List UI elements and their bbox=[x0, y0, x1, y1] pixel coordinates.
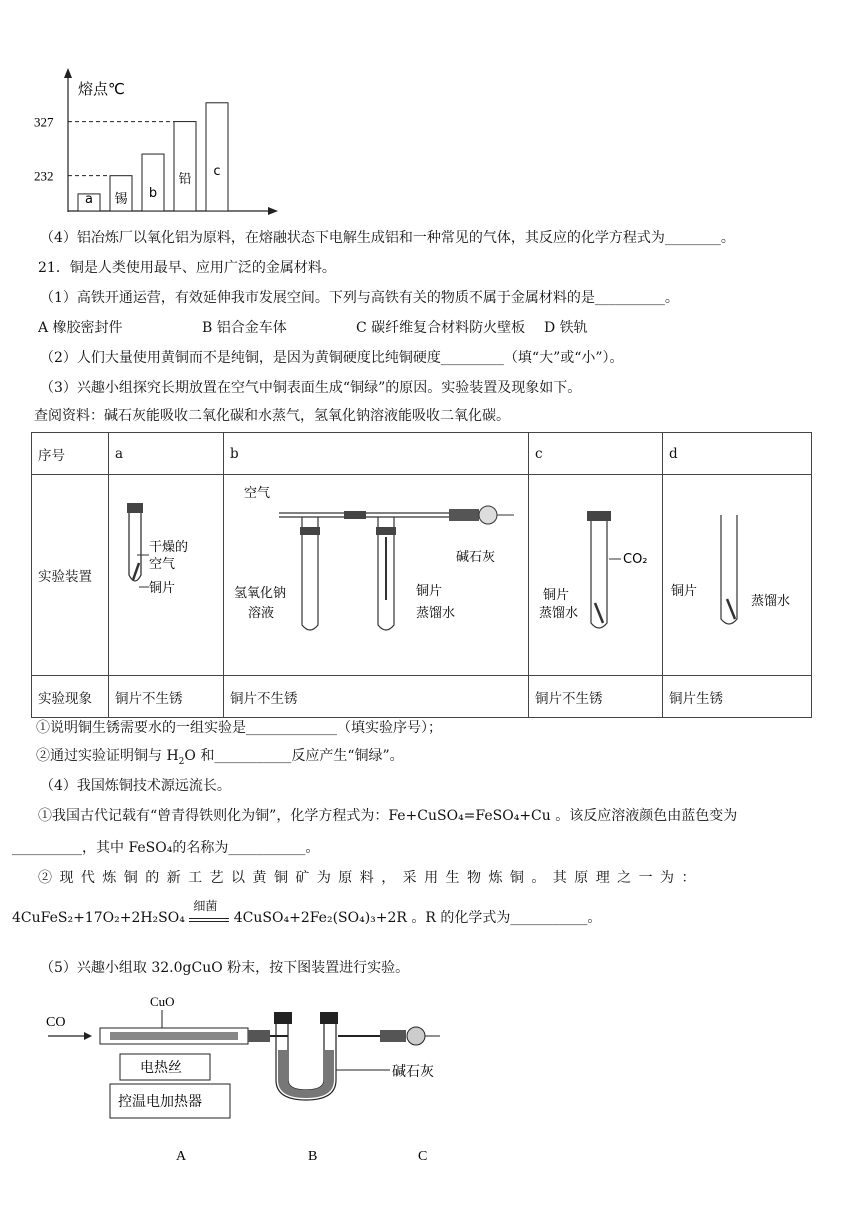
apparatus-a-cell bbox=[109, 475, 224, 676]
row-label: 实验装置 bbox=[32, 475, 109, 676]
apparatus-b-label: 氢氧化钠 bbox=[234, 586, 287, 601]
table-header: d bbox=[663, 433, 812, 475]
apparatus-d bbox=[663, 475, 811, 675]
apparatus-c-label: 蒸馏水 bbox=[539, 606, 579, 621]
option-d: D 铁轨 bbox=[544, 320, 588, 336]
table-header-row bbox=[32, 433, 812, 475]
apparatus-a-label: 干燥的 bbox=[149, 540, 189, 555]
apparatus-row bbox=[32, 475, 812, 676]
p2-text: （2）人们大量使用黄铜而不是纯铜，是因为黄铜硬度比纯铜硬度_________（填“大”或“小”）。 bbox=[40, 350, 624, 366]
apparatus-d-cell bbox=[663, 475, 812, 676]
c2-text: ②通过实验证明铜与 $H_2O$ 和___________反应产生“铜绿”。 bbox=[36, 748, 404, 767]
sodalime-label: 碱石灰 bbox=[392, 1064, 434, 1080]
bar bbox=[206, 103, 228, 211]
apparatus-b-label: 碱石灰 bbox=[456, 550, 496, 565]
q4-text: （4）铝冶炼厂以氧化铝为原料，在熔融状态下电解生成铝和一种常见的气体，其反应的化学方程式为________。 bbox=[40, 230, 735, 246]
equation-tail: 。R 的化学式为___________。 bbox=[411, 910, 602, 926]
apparatus-c bbox=[529, 475, 662, 675]
apparatus-d-label: 蒸馏水 bbox=[751, 594, 791, 609]
result-cell: 铜片生锈 bbox=[663, 676, 812, 718]
result-cell: 铜片不生锈 bbox=[224, 676, 529, 718]
q21-text: 21．铜是人类使用最早、应用广泛的金属材料。 bbox=[38, 260, 336, 276]
results-row bbox=[32, 676, 812, 718]
p1-text: （1）高铁开通运营，有效延伸我市发展空间。下列与高铁有关的物质不属于金属材料的是__________。 bbox=[40, 290, 679, 306]
option-a: A 橡胶密封件 bbox=[38, 320, 123, 336]
bar-label: c bbox=[213, 164, 221, 179]
bar bbox=[142, 154, 164, 211]
apparatus-b bbox=[224, 475, 528, 675]
co-reduction-apparatus bbox=[40, 990, 500, 1170]
apparatus-c-cell bbox=[529, 475, 663, 676]
x-axis-arrow bbox=[268, 207, 278, 215]
c1-text: ①说明铜生锈需要水的一组实验是_____________（填实验序号）； bbox=[36, 720, 442, 736]
ref-text: 查阅资料：碱石灰能吸收二氧化碳和水蒸气，氢氧化钠溶液能吸收二氧化碳。 bbox=[34, 408, 510, 424]
melting-point-chart bbox=[30, 60, 290, 220]
d1-text: ①我国古代记载有“曾青得铁则化为铜”，化学方程式为：Fe+CuSO₄=FeSO₄+Cu 。该反应溶液颜色由蓝色变为 bbox=[38, 808, 738, 824]
equation-line bbox=[12, 899, 602, 928]
apparatus-a-label: 空气 bbox=[149, 557, 176, 572]
d2-text: ② 现 代 炼 铜 的 新 工 艺 以 黄 铜 矿 为 原 料 ， 采 用 生 物 炼 铜 。 其 原 理 之 一 为 ： bbox=[38, 870, 698, 886]
bar-label: 铅 bbox=[178, 172, 192, 187]
apparatus-a bbox=[109, 475, 223, 675]
result-cell: 铜片不生锈 bbox=[109, 676, 224, 718]
equation-right: 4CuSO₄+2Fe₂(SO₄)₃+2R bbox=[233, 910, 407, 926]
apparatus-b-label: 溶液 bbox=[248, 606, 275, 621]
apparatus-label: B bbox=[308, 1149, 318, 1164]
bar bbox=[174, 122, 196, 211]
option-c: C 碳纤维复合材料防火壁板 bbox=[356, 320, 526, 336]
heater-wire-label: 电热丝 bbox=[140, 1060, 182, 1076]
table-header: c bbox=[529, 433, 663, 475]
d1b-text: __________，其中 FeSO₄的名称为___________。 bbox=[12, 840, 320, 856]
equation-arrow: 细菌 bbox=[189, 910, 229, 922]
apparatus-label: C bbox=[418, 1149, 428, 1164]
table-header: 序号 bbox=[32, 433, 109, 475]
y-tick-label: 327 bbox=[34, 114, 54, 130]
apparatus-b-label: 蒸馏水 bbox=[416, 606, 456, 621]
apparatus-a-label: 铜片 bbox=[149, 581, 176, 596]
bar-label: b bbox=[148, 186, 158, 201]
apparatus-d-label: 铜片 bbox=[671, 584, 698, 599]
p5-text: （5）兴趣小组取 32.0gCuO 粉末，按下图装置进行实验。 bbox=[40, 960, 410, 976]
apparatus-b-label: 铜片 bbox=[416, 584, 443, 599]
apparatus-c-label: 铜片 bbox=[543, 588, 570, 603]
table-header: a bbox=[109, 433, 224, 475]
y-axis-label: 熔点℃ bbox=[78, 80, 125, 98]
cuo-label: CuO bbox=[150, 994, 175, 1009]
apparatus-b-cell bbox=[224, 475, 529, 676]
row-label: 实验现象 bbox=[32, 676, 109, 718]
apparatus-c-label: CO₂ bbox=[623, 552, 648, 567]
p4-text: （4）我国炼铜技术源远流长。 bbox=[40, 778, 231, 794]
heater-label: 控温电加热器 bbox=[118, 1094, 202, 1110]
table-header: b bbox=[224, 433, 529, 475]
apparatus-label: A bbox=[176, 1149, 187, 1164]
y-axis-arrow bbox=[64, 68, 72, 78]
bar-label: 锡 bbox=[114, 192, 128, 207]
bar-label: a bbox=[85, 192, 93, 207]
option-b: B 铝合金车体 bbox=[202, 320, 287, 336]
experiment-table bbox=[31, 432, 812, 718]
equation-left: 4CuFeS₂+17O₂+2H₂SO₄ bbox=[12, 910, 185, 926]
apparatus-b-label: 空气 bbox=[244, 486, 271, 501]
p3-text: （3）兴趣小组探究长期放置在空气中铜表面生成“铜绿”的原因。实验装置及现象如下。 bbox=[40, 380, 582, 396]
co-label: CO bbox=[46, 1015, 66, 1030]
result-cell: 铜片不生锈 bbox=[529, 676, 663, 718]
y-tick-label: 232 bbox=[34, 168, 54, 184]
